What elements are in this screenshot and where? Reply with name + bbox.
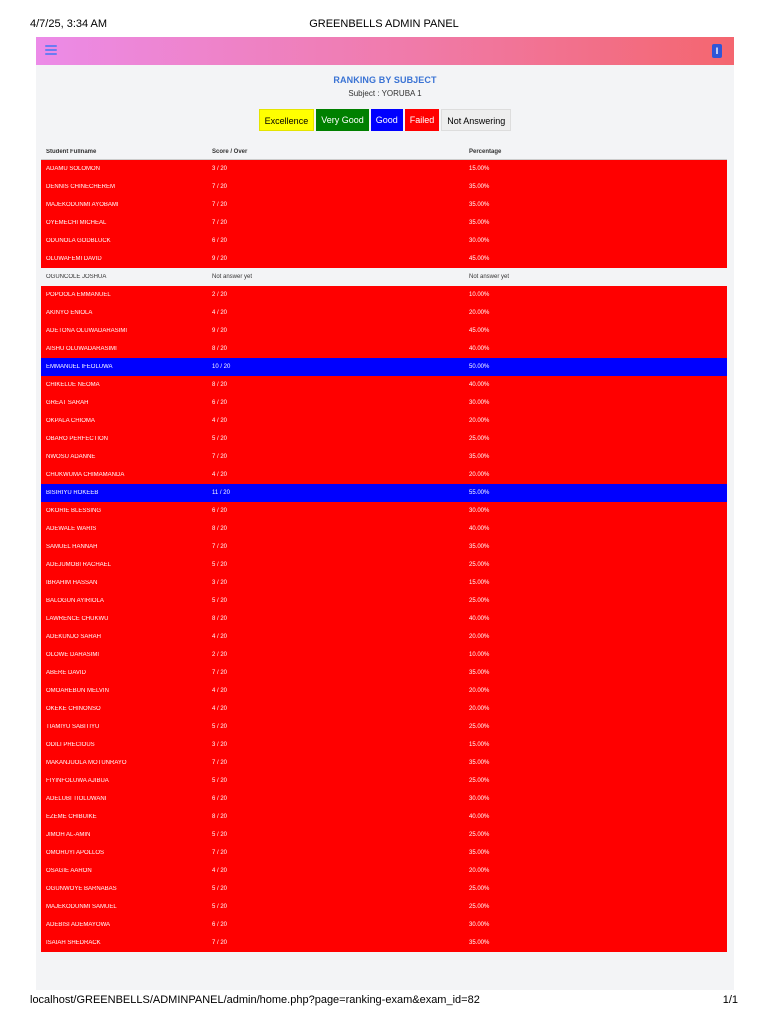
legend-excellence: Excellence [259,109,315,131]
percentage-cell: 40.00% [469,814,490,820]
percentage-cell: 30.00% [469,508,490,514]
percentage-cell: 35.00% [469,454,490,460]
percentage-cell: 30.00% [469,922,490,928]
score-cell: 6 / 20 [212,796,228,802]
score-cell: 2 / 20 [212,652,228,658]
student-name: ODILI PRECIOUS [46,742,95,748]
percentage-cell: 50.00% [469,364,490,370]
student-name: POPOOLA EMMANUEL [46,292,111,298]
score-cell: 7 / 20 [212,544,228,550]
student-name: MAJEKODUNMI AYOBAMI [46,202,119,208]
student-name: MAJEKODUNMI SAMUEL [46,904,117,910]
score-cell: 11 / 20 [212,490,230,496]
student-name: EMMANUEL IFEOLUWA [46,364,113,370]
student-name: ABERE DAVID [46,670,86,676]
score-cell: 7 / 20 [212,940,228,946]
student-name: ADAMU SOLOMON [46,166,101,172]
score-cell: 4 / 20 [212,472,228,478]
subject-label: Subject : YORUBA 1 [348,89,422,98]
user-menu-button[interactable]: I [712,44,722,58]
student-name: ODUNOLA GODBLUCK [46,238,111,244]
student-name: OLUWAFEMI DAVID [46,256,102,262]
score-cell: 5 / 20 [212,886,228,892]
table-row [41,178,727,196]
percentage-cell: 25.00% [469,724,490,730]
score-cell: 3 / 20 [212,742,228,748]
table-row [41,394,727,412]
table-row [41,736,727,754]
student-name: OMOAREBUN MELVIN [46,688,109,694]
percentage-cell: 25.00% [469,904,490,910]
percentage-cell: 35.00% [469,220,490,226]
percentage-cell: 55.00% [469,490,490,496]
student-name: CHIKELUE NEOMA [46,382,100,388]
score-cell: 8 / 20 [212,526,228,532]
table-row [41,772,727,790]
score-cell: 6 / 20 [212,922,228,928]
table-row [41,754,727,772]
table-row [41,538,727,556]
score-cell: 5 / 20 [212,724,228,730]
table-row [41,700,727,718]
table-row [41,592,727,610]
page-title: RANKING BY SUBJECT [333,75,437,85]
table-row [41,502,727,520]
score-cell: 9 / 20 [212,328,228,334]
score-cell: 4 / 20 [212,706,228,712]
student-name: SAMUEL HANNAH [46,544,98,550]
score-cell: 10 / 20 [212,364,231,370]
student-name: OBARO PERFECTION [46,436,109,442]
student-name: ADEKUNJO SARAH [46,634,102,640]
score-cell: Not answer yet [212,274,253,280]
percentage-cell: 20.00% [469,868,490,874]
table-row [41,610,727,628]
table-row [41,286,727,304]
student-name: GREAT SARAH [46,400,89,406]
student-name: ADEBISI ADEMAYOWA [46,922,111,928]
score-cell: 2 / 20 [212,292,228,298]
percentage-cell: 20.00% [469,634,490,640]
score-cell: 7 / 20 [212,760,228,766]
table-row [41,448,727,466]
student-name: BALOGUN AYIRIOLA [46,598,104,604]
student-name: AKINYO ENIOLA [46,310,93,316]
table-row [41,844,727,862]
header-score: Score / Over [212,148,248,155]
ranking-table [41,144,727,952]
table-row [41,304,727,322]
table-header [41,144,727,160]
percentage-cell: 25.00% [469,436,490,442]
student-name: JIMOH AL-AMIN [46,832,91,838]
percentage-cell: 20.00% [469,688,490,694]
percentage-cell: 35.00% [469,760,490,766]
table-row [41,340,727,358]
table-row [41,826,727,844]
table-row [41,898,727,916]
percentage-cell: 10.00% [469,652,490,658]
score-cell: 6 / 20 [212,400,228,406]
score-cell: 5 / 20 [212,778,228,784]
score-cell: 7 / 20 [212,202,228,208]
table-row [41,376,727,394]
percentage-cell: 35.00% [469,184,490,190]
table-row [41,880,727,898]
percentage-cell: 40.00% [469,616,490,622]
student-name: OKEKE CHINONSO [46,706,101,712]
percentage-cell: 40.00% [469,346,490,352]
student-name: OGUNCOLE JOSHUA [46,274,107,280]
student-name: ADELUBI TIOLUWANI [46,796,107,802]
score-cell: 5 / 20 [212,832,228,838]
student-name: BISIRIYU ROKEEB [46,490,99,496]
percentage-cell: 30.00% [469,400,490,406]
table-row [41,808,727,826]
percentage-cell: 35.00% [469,544,490,550]
student-name: NWOSU ADANNE [46,454,96,460]
percentage-cell: 35.00% [469,202,490,208]
score-cell: 7 / 20 [212,670,228,676]
percentage-cell: 20.00% [469,310,490,316]
legend-good: Good [371,109,403,131]
score-cell: 8 / 20 [212,346,228,352]
percentage-cell: Not answer yet [469,274,510,280]
percentage-cell: 15.00% [469,166,490,172]
percentage-cell: 30.00% [469,796,490,802]
legend-not-answering: Not Answering [441,109,511,131]
score-cell: 7 / 20 [212,850,228,856]
percentage-cell: 20.00% [469,706,490,712]
student-name: LAWRENCE CHUKWU [46,616,109,622]
percentage-cell: 10.00% [469,292,490,298]
student-name: TIAMIYU SABITIYU [46,724,100,730]
score-cell: 3 / 20 [212,166,228,172]
table-row [41,646,727,664]
header-fullname: Student Fullname [46,148,97,155]
student-name: ADETONA OLUWADARASIMI [46,328,128,334]
print-page-number: 1/1 [722,994,738,1006]
score-cell: 9 / 20 [212,256,228,262]
table-row [41,196,727,214]
print-header [0,0,768,36]
score-cell: 8 / 20 [212,382,228,388]
percentage-cell: 35.00% [469,670,490,676]
percentage-cell: 25.00% [469,562,490,568]
legend [36,109,734,131]
table-body [41,160,727,952]
student-name: OMORUYI APOLLOS [46,850,105,856]
percentage-cell: 25.00% [469,598,490,604]
print-url: localhost/GREENBELLS/ADMINPANEL/admin/home.php?page=ranking-exam&exam_id=82 [30,994,480,1006]
header-percentage: Percentage [469,148,502,155]
score-cell: 5 / 20 [212,904,228,910]
student-name: AISHU OLUWADARASIMI [46,346,117,352]
table-row [41,556,727,574]
percentage-cell: 25.00% [469,832,490,838]
percentage-cell: 35.00% [469,940,490,946]
student-name: ADEWALE WARIS [46,526,97,532]
table-row [41,718,727,736]
score-cell: 8 / 20 [212,814,228,820]
hamburger-icon[interactable] [45,45,57,55]
table-row [41,232,727,250]
percentage-cell: 45.00% [469,256,490,262]
percentage-cell: 25.00% [469,886,490,892]
percentage-cell: 40.00% [469,382,490,388]
table-row [41,934,727,952]
score-cell: 6 / 20 [212,508,228,514]
table-row [41,520,727,538]
score-cell: 3 / 20 [212,580,228,586]
table-row [41,412,727,430]
score-cell: 4 / 20 [212,310,228,316]
percentage-cell: 45.00% [469,328,490,334]
student-name: OKPALA CHIOMA [46,418,95,424]
percentage-cell: 15.00% [469,580,490,586]
percentage-cell: 20.00% [469,418,490,424]
score-cell: 4 / 20 [212,634,228,640]
print-title: GREENBELLS ADMIN PANEL [309,18,459,30]
percentage-cell: 15.00% [469,742,490,748]
student-name: FIYINFOLUWA AJIBUA [46,778,109,784]
table-row [41,682,727,700]
legend-failed: Failed [405,109,440,131]
table-row [41,862,727,880]
percentage-cell: 30.00% [469,238,490,244]
score-cell: 7 / 20 [212,220,228,226]
score-cell: 5 / 20 [212,598,228,604]
student-name: OKORIE BLESSING [46,508,102,514]
main-content [36,65,734,990]
student-name: ISAIAH SHEDRACK [46,940,101,946]
score-cell: 4 / 20 [212,418,228,424]
score-cell: 7 / 20 [212,184,228,190]
table-row [41,268,727,286]
table-row [41,322,727,340]
table-row [41,790,727,808]
score-cell: 5 / 20 [212,436,228,442]
percentage-cell: 35.00% [469,850,490,856]
table-row [41,430,727,448]
table-row [41,160,727,178]
score-cell: 8 / 20 [212,616,228,622]
table-row [41,466,727,484]
percentage-cell: 40.00% [469,526,490,532]
score-cell: 4 / 20 [212,688,228,694]
percentage-cell: 20.00% [469,472,490,478]
score-cell: 6 / 20 [212,238,228,244]
legend-very-good: Very Good [316,109,369,131]
student-name: OLOWE DARASIMI [46,652,100,658]
table-row [41,250,727,268]
student-name: MAKANJUOLA MOTUNRAYO [46,760,127,766]
table-row [41,484,727,502]
percentage-cell: 25.00% [469,778,490,784]
table-row [41,664,727,682]
table-row [41,628,727,646]
student-name: EZEME CHIBUIKE [46,814,97,820]
top-navbar [36,37,734,65]
score-cell: 4 / 20 [212,868,228,874]
score-cell: 5 / 20 [212,562,228,568]
print-datetime: 4/7/25, 3:34 AM [30,18,108,30]
table-row [41,574,727,592]
student-name: IBRAHIM HASSAN [46,580,98,586]
student-name: OSAGIE AARON [46,868,92,874]
student-name: OYEMECHI MICHEAL [46,220,107,226]
table-row [41,916,727,934]
table-row [41,358,727,376]
table-row [41,214,727,232]
student-name: CHUKWUMA CHIMAMANDA [46,472,125,478]
score-cell: 7 / 20 [212,454,228,460]
student-name: ADEJUMOBI RACHAEL [46,562,112,568]
student-name: OGUNWOYE BARNABAS [46,886,117,892]
student-name: DENNIS CHINECHEREM [46,184,116,190]
